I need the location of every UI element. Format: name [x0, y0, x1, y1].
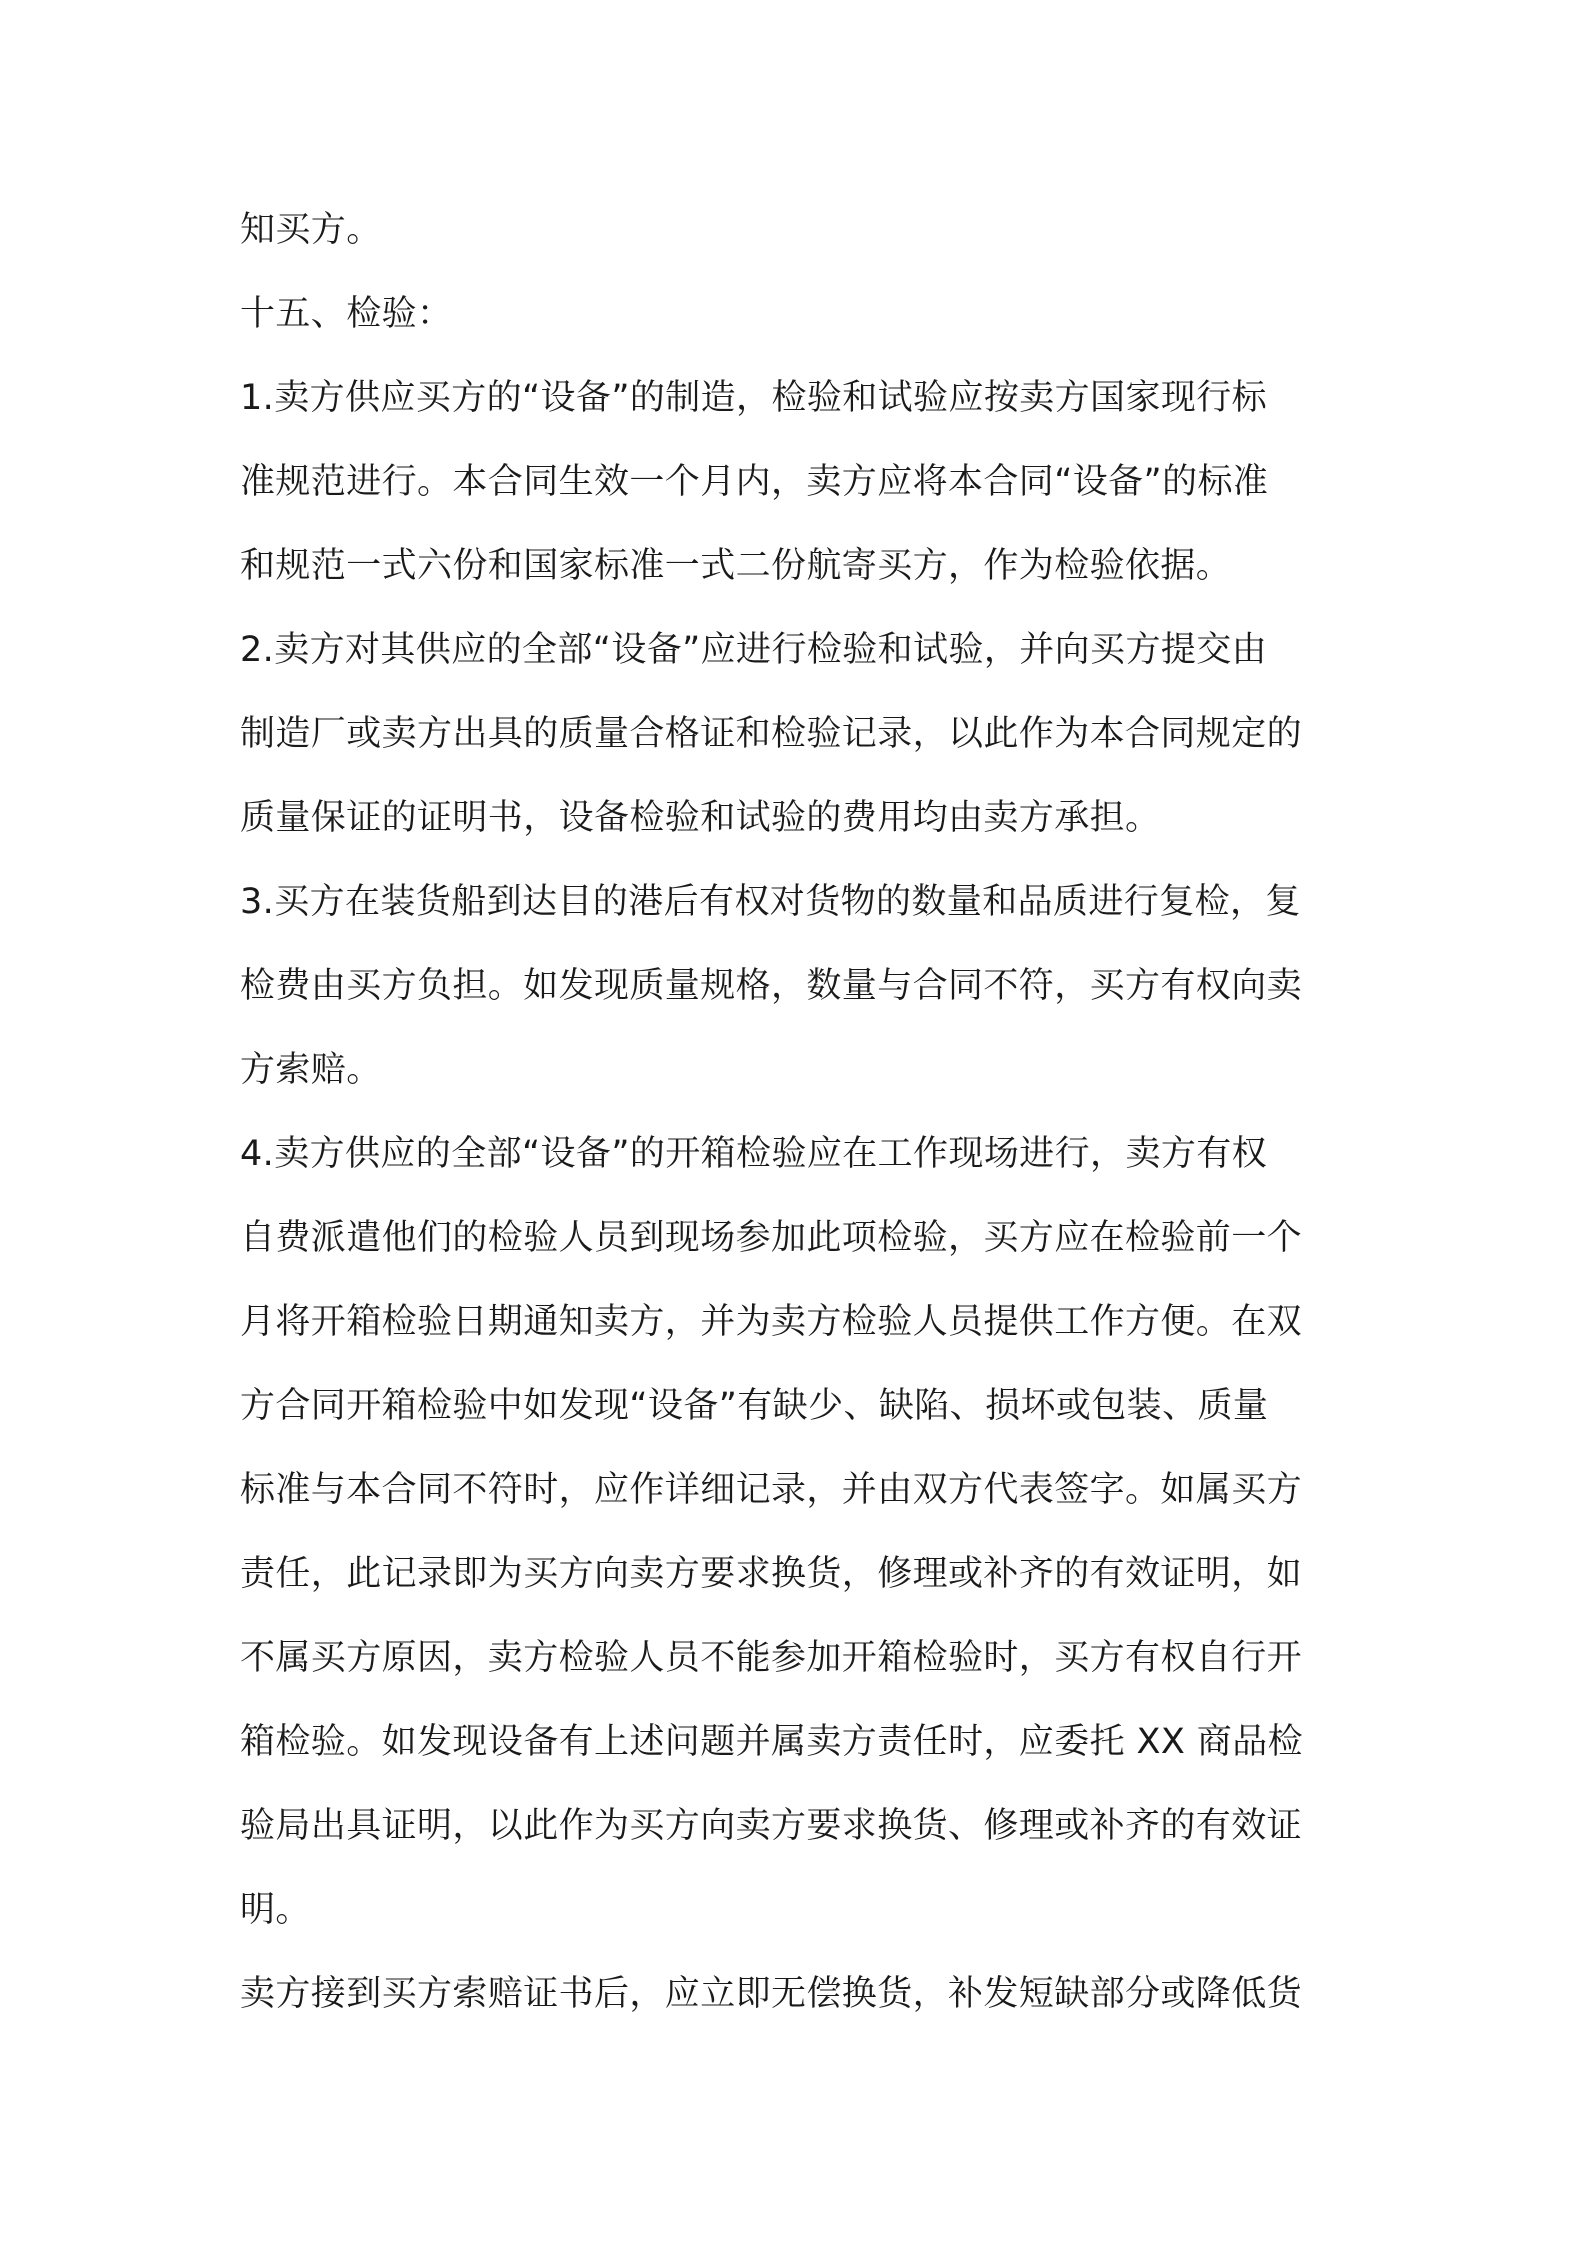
clause-1-line-3: 和规范一式六份和国家标准一式二份航寄买方，作为检验依据。 — [240, 546, 1232, 586]
clause-4-line-10: 明。 — [240, 1890, 311, 1930]
clause-4-line-2: 自费派遣他们的检验人员到现场参加此项检验，买方应在检验前一个 — [240, 1218, 1303, 1258]
clause-3-line-3: 方索赔。 — [240, 1050, 382, 1090]
clause-4-line-8: 箱检验。如发现设备有上述问题并属卖方责任时，应委托 XX 商品检 — [240, 1722, 1304, 1762]
clause-2-line-3: 质量保证的证明书，设备检验和试验的费用均由卖方承担。 — [240, 798, 1161, 838]
clause-4-line-9: 验局出具证明，以此作为买方向卖方要求换货、修理或补齐的有效证 — [240, 1806, 1303, 1846]
claim-paragraph-line-1: 卖方接到买方索赔证书后，应立即无偿换货，补发短缺部分或降低货 — [240, 1974, 1303, 2014]
clause-4-line-5: 标准与本合同不符时，应作详细记录，并由双方代表签字。如属买方 — [240, 1470, 1303, 1510]
clause-2-line-1: 2.卖方对其供应的全部“设备”应进行检验和试验，并向买方提交由 — [240, 630, 1268, 670]
text-line-continuation: 知买方。 — [240, 210, 382, 250]
clause-3-line-2: 检费由买方负担。如发现质量规格，数量与合同不符，买方有权向卖 — [240, 966, 1303, 1006]
clause-2-line-2: 制造厂或卖方出具的质量合格证和检验记录，以此作为本合同规定的 — [240, 714, 1303, 754]
section-heading-inspection: 十五、检验： — [240, 294, 453, 334]
clause-1-line-2: 准规范进行。本合同生效一个月内，卖方应将本合同“设备”的标准 — [240, 462, 1269, 502]
clause-4-line-3: 月将开箱检验日期通知卖方，并为卖方检验人员提供工作方便。在双 — [240, 1302, 1303, 1342]
clause-4-line-1: 4.卖方供应的全部“设备”的开箱检验应在工作现场进行，卖方有权 — [240, 1134, 1268, 1174]
clause-1-line-1: 1.卖方供应买方的“设备”的制造，检验和试验应按卖方国家现行标 — [240, 378, 1268, 418]
clause-3-line-1: 3.买方在装货船到达目的港后有权对货物的数量和品质进行复检，复 — [240, 882, 1301, 922]
clause-4-line-6: 责任，此记录即为买方向卖方要求换货，修理或补齐的有效证明，如 — [240, 1554, 1303, 1594]
clause-4-line-4: 方合同开箱检验中如发现“设备”有缺少、缺陷、损坏或包装、质量 — [240, 1386, 1269, 1426]
clause-4-line-7: 不属买方原因，卖方检验人员不能参加开箱检验时，买方有权自行开 — [240, 1638, 1303, 1678]
document-body — [240, 188, 1360, 2036]
